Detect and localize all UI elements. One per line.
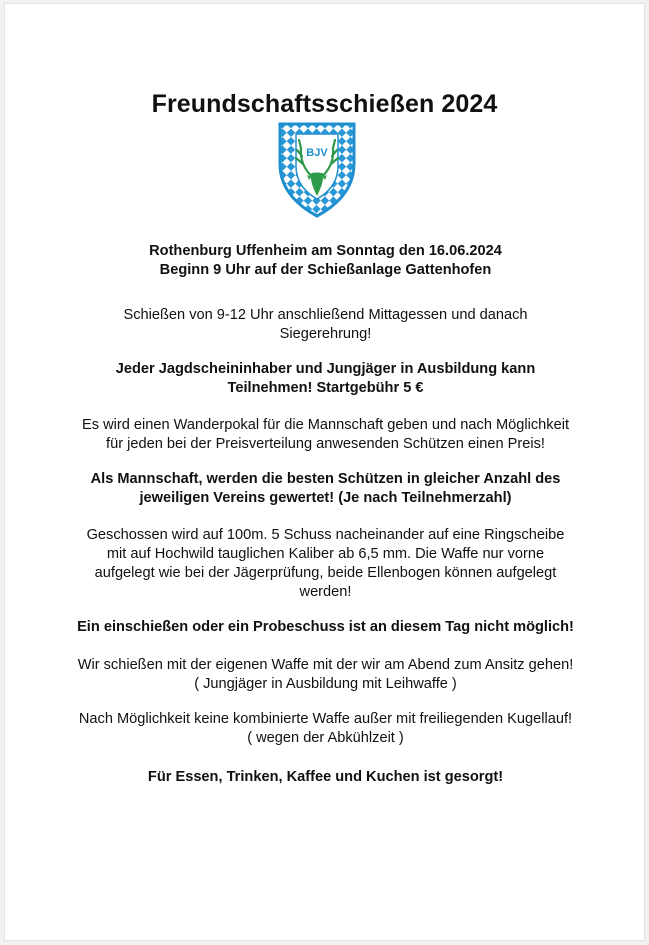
paragraph-line: Beginn 9 Uhr auf der Schießanlage Gattenhofen bbox=[159, 262, 492, 278]
flyer-page bbox=[4, 3, 645, 941]
page-title: Freundschaftsschießen 2024 bbox=[151, 90, 498, 118]
paragraph-line: ( Jungjäger in Ausbildung mit Leihwaffe ) bbox=[194, 676, 457, 692]
paragraph-1 bbox=[35, 242, 616, 280]
paragraph-line: Schießen von 9-12 Uhr anschließend Mittagessen und danach bbox=[123, 307, 528, 323]
svg-text:BJV: BJV bbox=[306, 147, 328, 159]
paragraph-8 bbox=[35, 656, 616, 694]
paragraph-line: Siegerehrung! bbox=[279, 326, 372, 342]
paragraph-6 bbox=[35, 526, 616, 602]
paragraph-2 bbox=[35, 306, 616, 344]
bjv-shield-logo-icon bbox=[274, 120, 360, 218]
paragraph-line: mit auf Hochwild tauglichen Kaliber ab 6,5 mm. Die Waffe nur vorne bbox=[106, 546, 545, 562]
paragraph-line: Als Mannschaft, werden die besten Schützen in gleicher Anzahl des bbox=[90, 471, 561, 487]
paragraph-line: Teilnehmen! Startgebühr 5 € bbox=[227, 380, 424, 396]
paragraph-10 bbox=[35, 768, 616, 787]
paragraph-line: ( wegen der Abkühlzeit ) bbox=[247, 730, 404, 746]
paragraph-line: Geschossen wird auf 100m. 5 Schuss nacheinander auf eine Ringscheibe bbox=[86, 527, 565, 543]
paragraph-9 bbox=[35, 710, 616, 748]
paragraph-line: aufgelegt wie bei der Jägerprüfung, beide Ellenbogen können aufgelegt bbox=[94, 565, 557, 581]
paragraph-line: Wir schießen mit der eigenen Waffe mit der wir am Abend zum Ansitz gehen! bbox=[77, 657, 574, 673]
paragraph-line: jeweiligen Vereins gewertet! (Je nach Teilnehmerzahl) bbox=[139, 490, 512, 506]
paragraph-5 bbox=[35, 470, 616, 508]
paragraph-line: Es wird einen Wanderpokal für die Mannschaft geben und nach Möglichkeit bbox=[81, 417, 569, 433]
paragraph-3 bbox=[35, 360, 616, 398]
paragraph-4 bbox=[35, 416, 616, 454]
paragraph-line: Für Essen, Trinken, Kaffee und Kuchen ist gesorgt! bbox=[147, 769, 504, 785]
paragraph-line: für jeden bei der Preisverteilung anwesenden Schützen einen Preis! bbox=[106, 436, 545, 452]
paragraph-line: Nach Möglichkeit keine kombinierte Waffe außer mit freiliegenden Kugellauf! bbox=[78, 711, 573, 727]
paragraph-line: Ein einschießen oder ein Probeschuss ist an diesem Tag nicht möglich! bbox=[77, 619, 574, 635]
paragraph-line: Jeder Jagdscheininhaber und Jungjäger in Ausbildung kann bbox=[115, 361, 536, 377]
paragraph-line: werden! bbox=[299, 584, 352, 600]
paragraph-7 bbox=[35, 618, 616, 637]
paragraph-line: Rothenburg Uffenheim am Sonntag den 16.06.2024 bbox=[149, 243, 502, 259]
